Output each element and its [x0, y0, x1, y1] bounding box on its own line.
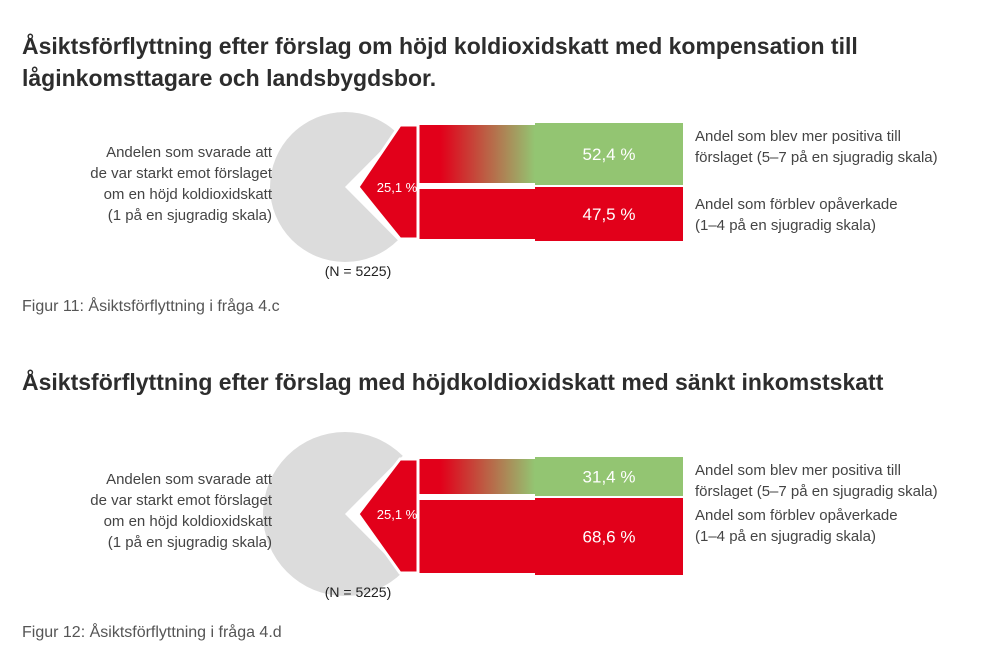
bar-unaffected-value: 68,6 %	[582, 527, 636, 547]
bar-positive-value: 31,4 %	[582, 467, 636, 487]
positive-description: Andel som blev mer positiva till	[695, 462, 901, 479]
chart-title-1: Åsiktsförflyttning efter förslag om höjd koldioxidskatt med kompensation till låginkomsttagare och landsbygdsbor.	[22, 33, 858, 91]
left-description: (1 på en sjugradig skala)	[107, 207, 272, 224]
left-description: de var starkt emot förslaget	[90, 492, 272, 509]
positive-description: förslaget (5–7 på en sjugradig skala)	[695, 483, 938, 500]
unaffected-description: Andel som förblev opåverkade	[695, 507, 898, 524]
chart-title-2: Åsiktsförflyttning efter förslag med höjdkoldioxidskatt med sänkt inkomstskatt	[22, 369, 884, 395]
sample-size-label: (N = 5225)	[324, 584, 392, 600]
wedge-percent-label: 25,1 %	[376, 180, 418, 195]
left-description: Andelen som svarade att	[106, 471, 272, 488]
flow-chart-2	[0, 420, 1000, 620]
positive-description: förslaget (5–7 på en sjugradig skala)	[695, 149, 938, 166]
figure-caption-2: Figur 12: Åsiktsförflyttning i fråga 4.d	[22, 624, 282, 641]
wedge-percent-label: 25,1 %	[376, 507, 418, 522]
left-description: om en höjd koldioxidskatt	[103, 186, 272, 203]
figure-caption-1: Figur 11: Åsiktsförflyttning i fråga 4.c	[22, 298, 280, 315]
unaffected-description: Andel som förblev opåverkade	[695, 196, 898, 213]
left-description: Andelen som svarade att	[106, 144, 272, 161]
bar-positive-value: 52,4 %	[582, 145, 636, 164]
left-description: (1 på en sjugradig skala)	[107, 534, 272, 551]
bar-unaffected-value: 47,5 %	[582, 205, 636, 224]
unaffected-description: (1–4 på en sjugradig skala)	[695, 528, 876, 545]
unaffected-description: (1–4 på en sjugradig skala)	[695, 217, 876, 234]
left-description: de var starkt emot förslaget	[90, 165, 272, 182]
flow-chart-1	[0, 100, 1000, 300]
sample-size-label: (N = 5225)	[324, 263, 392, 279]
positive-description: Andel som blev mer positiva till	[695, 128, 901, 145]
left-description: om en höjd koldioxidskatt	[103, 513, 272, 530]
